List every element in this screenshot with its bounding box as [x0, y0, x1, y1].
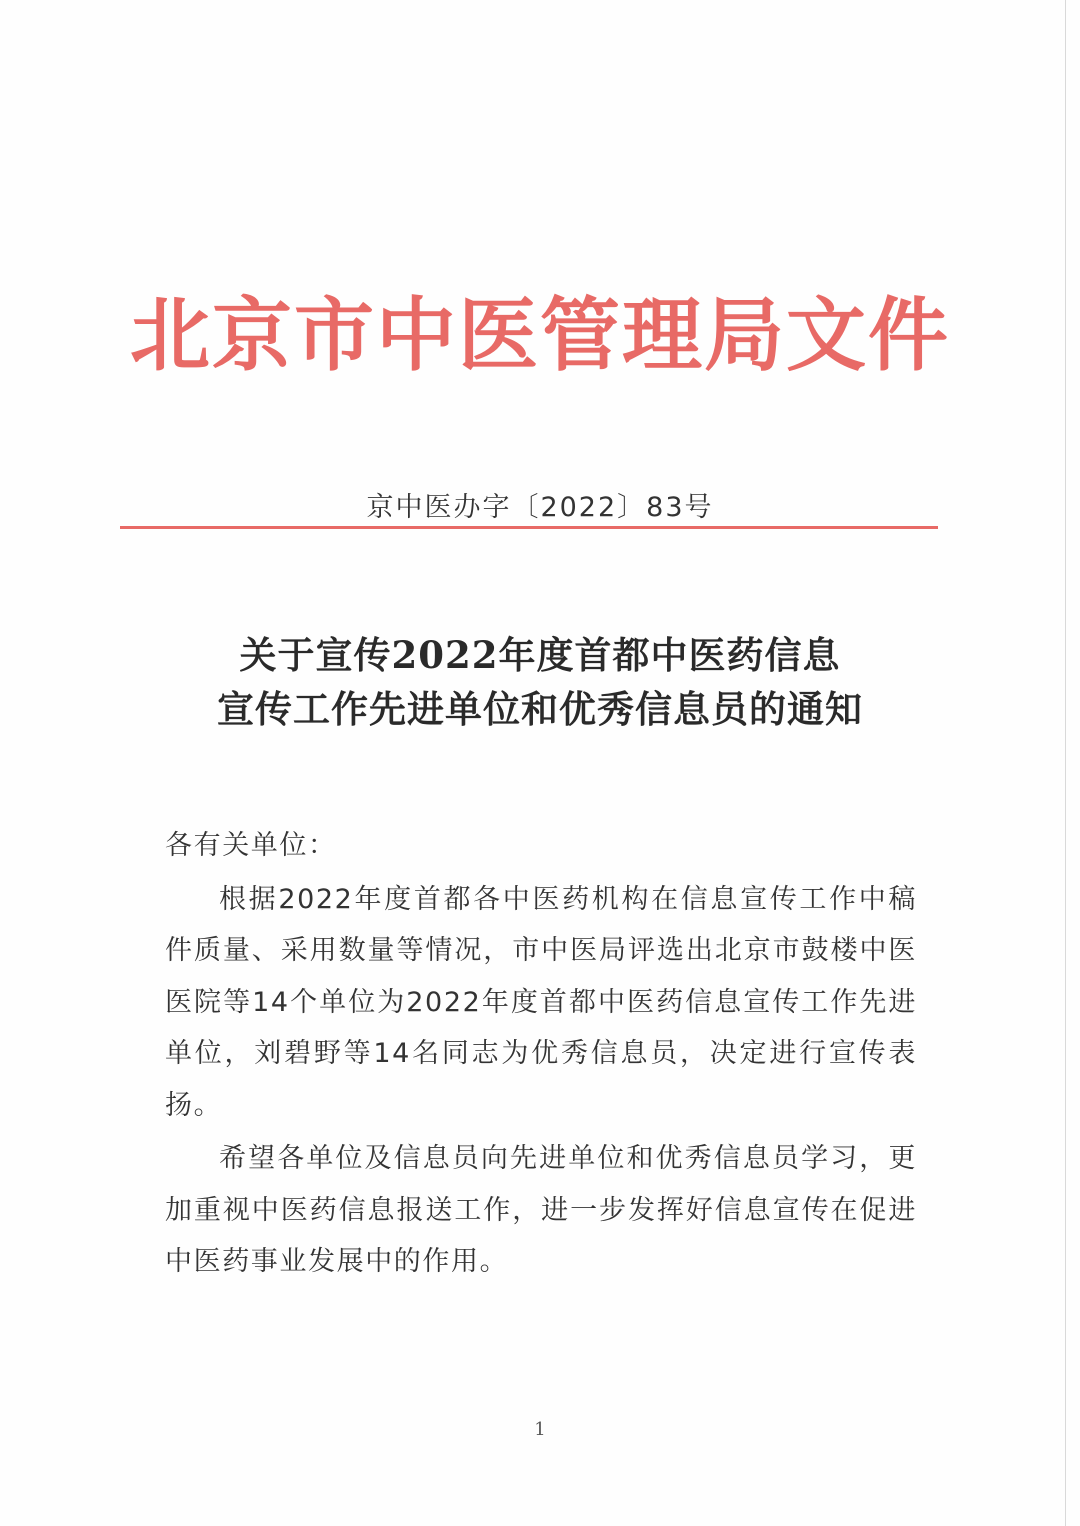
document-masthead: 北京市中医管理局文件	[130, 288, 950, 382]
title-line-2: 宣传工作先进单位和优秀信息员的通知	[217, 687, 863, 731]
salutation: 各有关单位：	[165, 830, 337, 861]
page-number: 1	[534, 1419, 546, 1440]
document-title	[0, 628, 1080, 736]
scan-edge-line	[1065, 0, 1066, 1526]
document-number: 京中医办字〔2022〕83号	[366, 492, 714, 523]
red-divider-line	[120, 526, 938, 529]
document-body	[165, 820, 917, 1288]
body-paragraph-2: 希望各单位及信息员向先进单位和优秀信息员学习，更加重视中医药信息报送工作，进一步发挥好信息宣传在促进中医药事业发展中的作用。	[165, 1143, 917, 1277]
body-paragraph-1: 根据2022年度首都各中医药机构在信息宣传工作中稿件质量、采用数量等情况，市中医局评选出北京市鼓楼中医医院等14个单位为2022年度首都中医药信息宣传工作先进单位，刘碧野等14名同志为优秀信息员，决定进行宣传表扬。	[165, 883, 917, 1121]
title-line-1: 关于宣传2022年度首都中医药信息	[239, 633, 841, 677]
